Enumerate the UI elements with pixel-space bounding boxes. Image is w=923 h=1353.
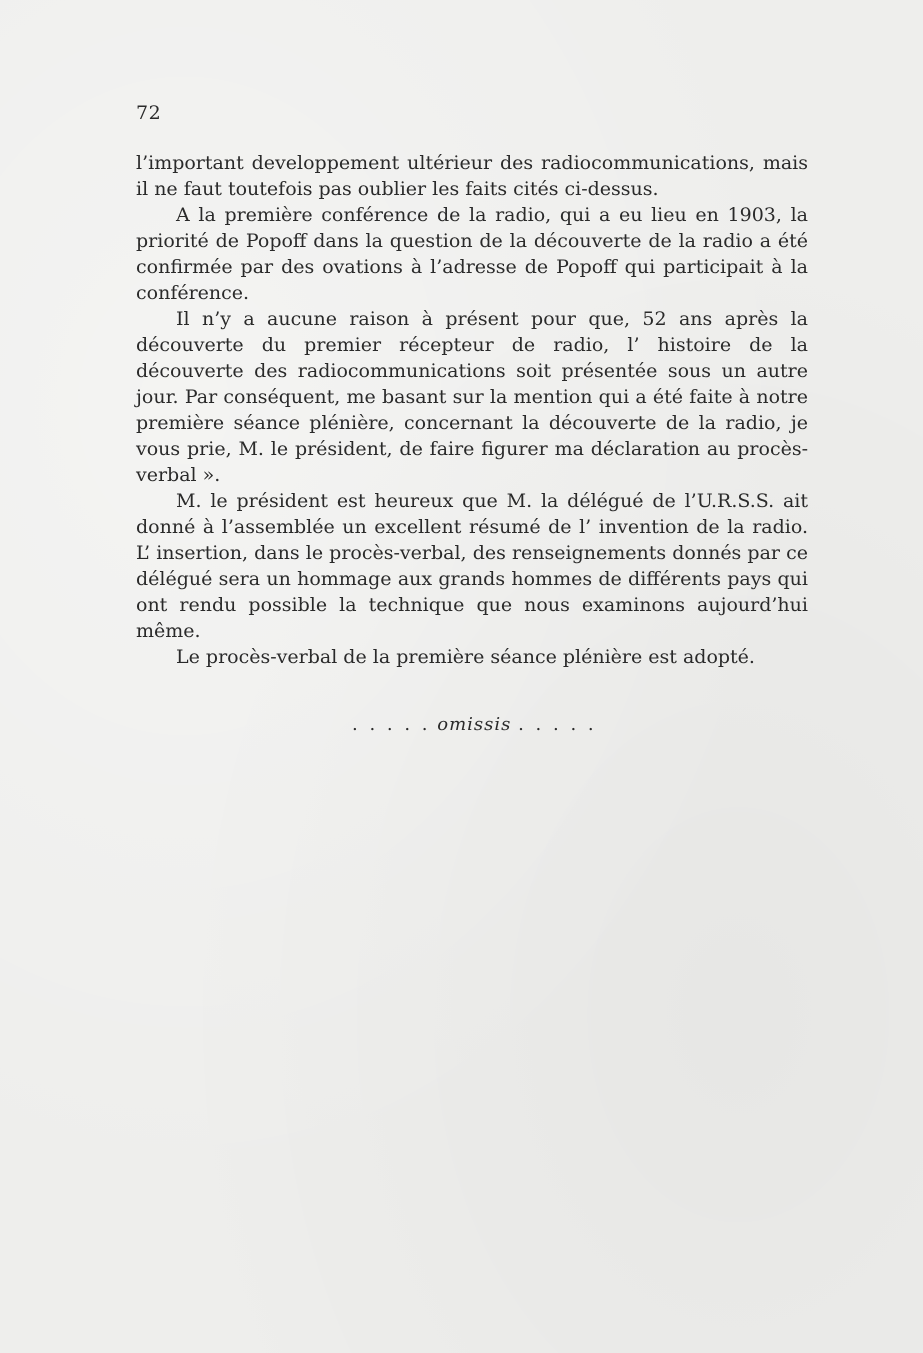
paragraph-first-conference: A la première conférence de la radio, qui a eu lieu en 1903, la priorité de Popoff dans la question de la découverte de la radio a été confirmée par des ovations à l’adresse de Popoff qui participait à la conférence. [136, 204, 808, 304]
paragraph-president-response: M. le président est heureux que M. la délégué de l’U.R.S.S. ait donné à l’assemblée un excellent résumé de l’ invention de la radio. L’ insertion, dans le procès-verbal, des renseignements donnés par ce délégué sera un hommage aux grands hommes de différents pays qui ont rendu possible la technique que nous examinons aujourd’hui même. [136, 490, 808, 642]
omissis-word: omissis [437, 714, 512, 735]
body-text [136, 150, 808, 670]
paragraph-minutes-adopted: Le procès-verbal de la première séance plénière est adopté. [176, 646, 755, 668]
omissis-dots-before: . . . . . [352, 714, 431, 735]
page-number: 72 [136, 102, 162, 124]
omissis-dots-after: . . . . . [518, 714, 597, 735]
omissis-marker [352, 714, 597, 735]
paragraph-continuation: l’important developpement ultérieur des radiocommunications, mais il ne faut toutefois pas oublier les faits cités ci-dessus. [136, 152, 808, 200]
paragraph-no-reason: Il n’y a aucune raison à présent pour que, 52 ans après la découverte du premier récepteur de radio, l’ histoire de la découverte des radiocommunications soit présentée sous un autre jour. Par conséquent, me basant sur la mention qui a été faite à notre première séance plénière, concernant la découverte de la radio, je vous prie, M. le président, de faire figurer ma déclaration au procès-verbal ». [136, 308, 808, 486]
